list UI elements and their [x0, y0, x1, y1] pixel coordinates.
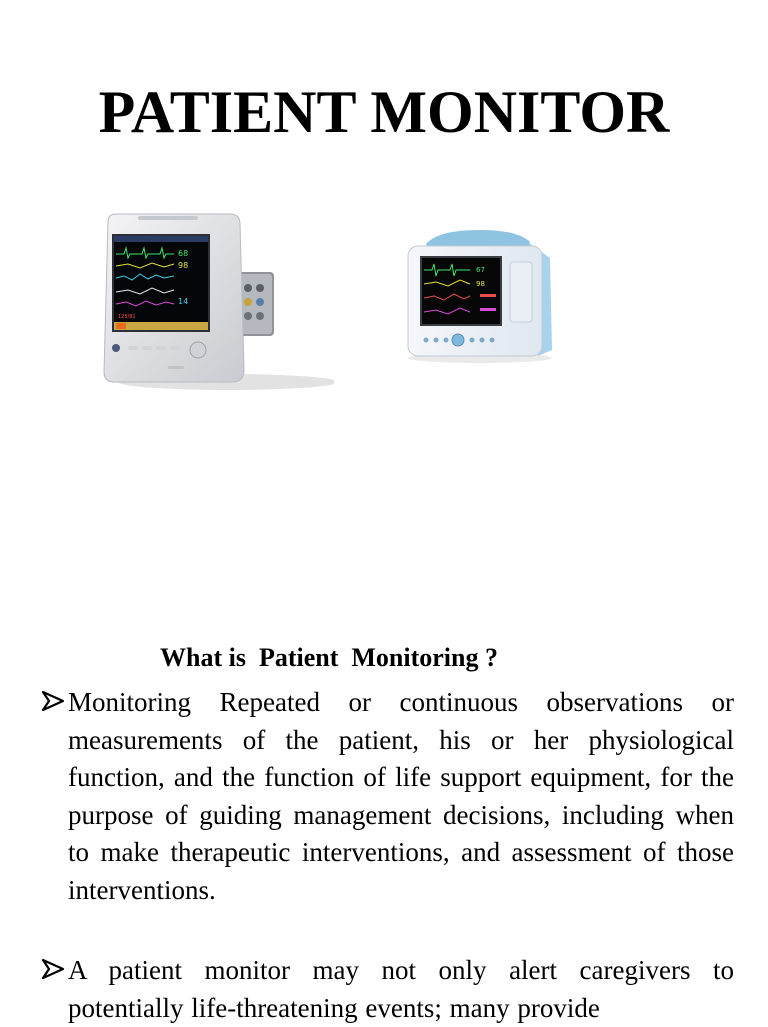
patient-monitor-large-image — [98, 206, 334, 392]
section-heading: What is Patient Monitoring ? — [160, 643, 498, 672]
reading-resp: 14 — [178, 297, 189, 306]
bullet-item — [40, 952, 740, 1027]
reading-hr: 68 — [178, 249, 189, 258]
bullet-item — [40, 684, 740, 909]
reading-hr-2: 67 — [476, 266, 485, 274]
bullet-text: Monitoring Repeated or continuous observations or measurements of the patient, his or her physiological function, and the function of life support equipment, for the purpose of guiding management decisions, including when to make therapeutic interventions, and assessment of those interventions. — [68, 687, 734, 905]
arrow-bullet-icon — [40, 688, 66, 714]
reading-spo2-2: 98 — [476, 280, 485, 288]
bullet-text: A patient monitor may not only alert caregivers to potentially life-threatening events; many provide — [68, 955, 734, 1023]
slide-title: PATIENT MONITOR — [98, 79, 670, 145]
arrow-bullet-icon — [40, 956, 66, 982]
reading-nibp: 125/81 — [118, 314, 136, 320]
patient-monitor-portable-image — [398, 222, 564, 370]
reading-spo2: 98 — [178, 261, 189, 270]
